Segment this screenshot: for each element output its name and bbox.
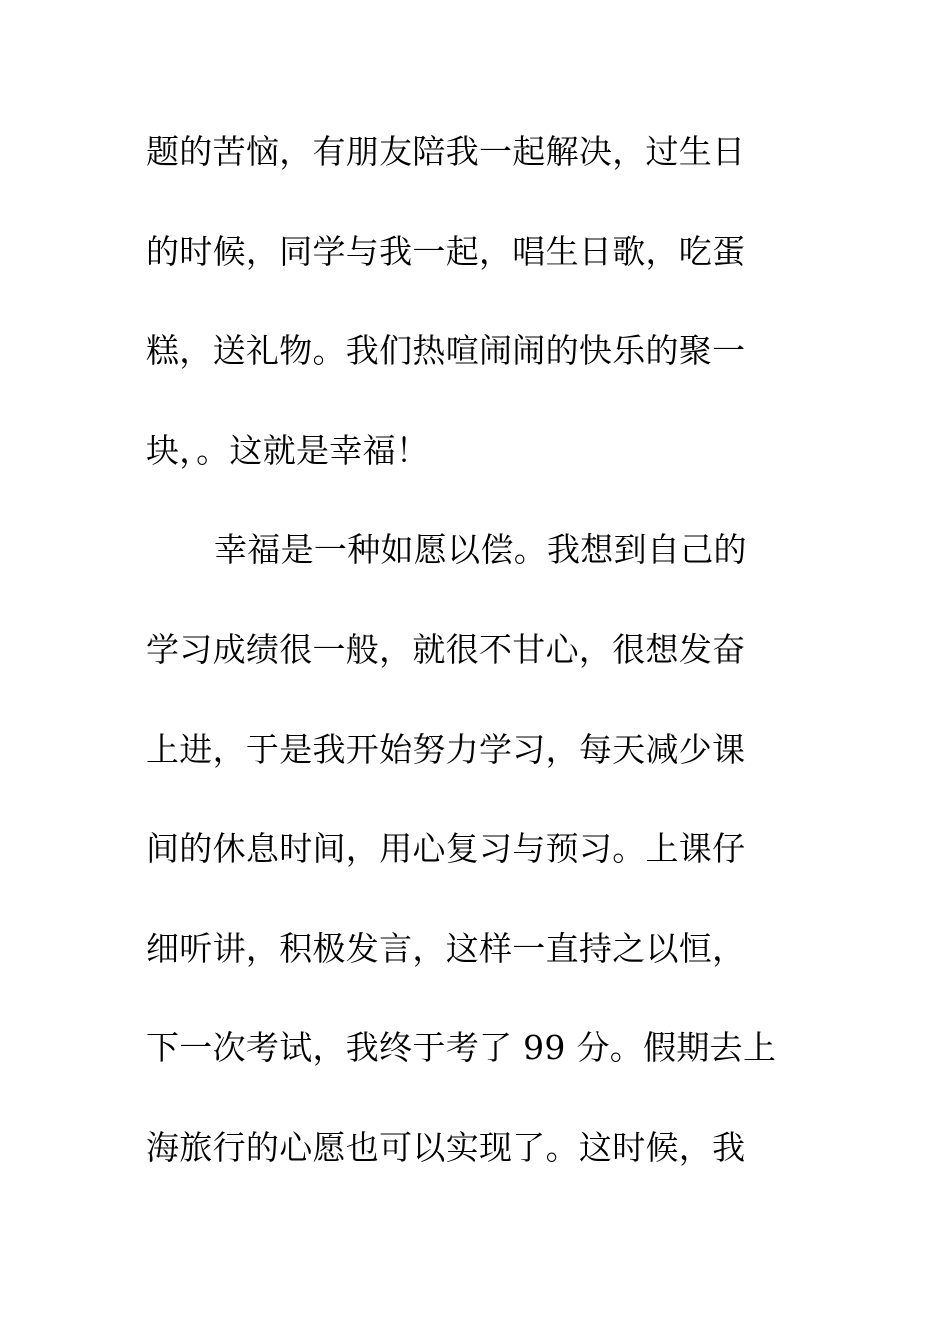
- text-line: 细听讲，积极发言，这样一直持之以恒，: [146, 929, 746, 968]
- text-line: 下一次考试，我终于考了 99 分。假期去上: [146, 1028, 777, 1067]
- paragraph-first-line: 幸福是一种如愿以偿。我想到自己的: [214, 530, 747, 569]
- text-line: 块，。这就是幸福！: [146, 431, 430, 470]
- text-line: 的时候，同学与我一起，唱生日歌，吃蛋: [146, 232, 746, 271]
- text-line: 海旅行的心愿也可以实现了。这时候，我: [146, 1128, 746, 1167]
- text-line: 间的休息时间，用心复习与预习。上课仔: [146, 829, 746, 868]
- text-line: 上进，于是我开始努力学习，每天减少课: [146, 730, 746, 769]
- text-line: 学习成绩很一般，就很不甘心，很想发奋: [146, 630, 746, 669]
- text-line: 题的苦恼，有朋友陪我一起解决，过生日: [146, 132, 746, 171]
- text-line: 糕，送礼物。我们热喧闹闹的快乐的聚一: [146, 331, 746, 370]
